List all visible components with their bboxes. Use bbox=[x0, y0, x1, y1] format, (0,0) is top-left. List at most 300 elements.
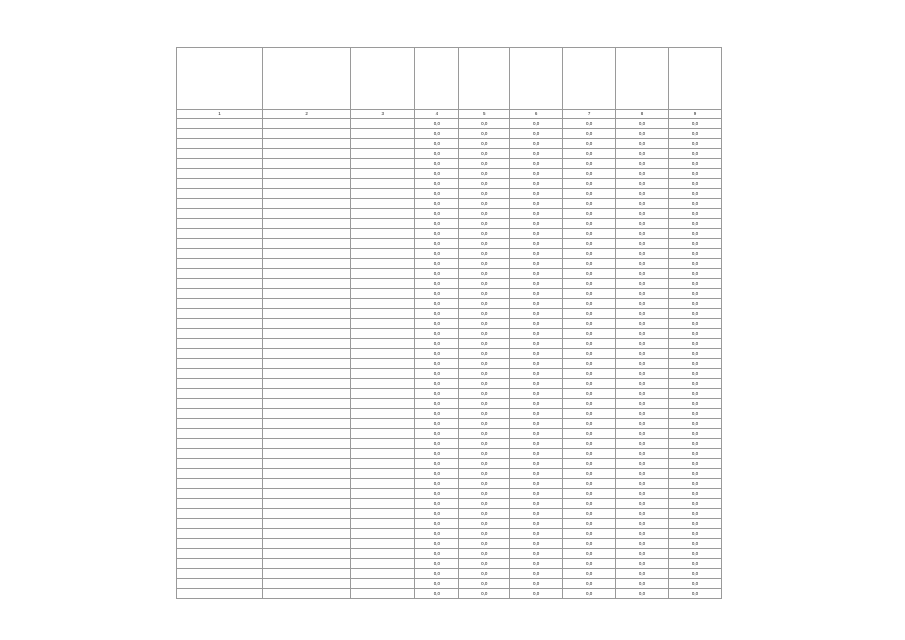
table-row bbox=[177, 519, 722, 529]
value-cell: 0,0 bbox=[510, 249, 563, 259]
program-cell bbox=[263, 569, 351, 579]
value-cell: 0,0 bbox=[415, 569, 459, 579]
table-row bbox=[177, 439, 722, 449]
status-cell bbox=[177, 319, 263, 329]
value-cell: 0,0 bbox=[669, 199, 722, 209]
expense-item-cell bbox=[351, 389, 415, 399]
value-cell: 0,0 bbox=[510, 569, 563, 579]
expense-item-cell bbox=[351, 149, 415, 159]
value-cell: 0,0 bbox=[459, 569, 510, 579]
value-cell: 0,0 bbox=[510, 469, 563, 479]
status-cell bbox=[177, 439, 263, 449]
program-cell bbox=[263, 159, 351, 169]
expense-item-cell bbox=[351, 569, 415, 579]
status-cell bbox=[177, 459, 263, 469]
value-cell: 0,0 bbox=[616, 419, 669, 429]
value-cell: 0,0 bbox=[510, 189, 563, 199]
value-cell: 0,0 bbox=[563, 539, 616, 549]
value-cell: 0,0 bbox=[669, 229, 722, 239]
value-cell: 0,0 bbox=[459, 529, 510, 539]
header-program-name bbox=[263, 48, 351, 110]
program-cell bbox=[263, 529, 351, 539]
value-cell: 0,0 bbox=[510, 429, 563, 439]
value-cell: 0,0 bbox=[616, 179, 669, 189]
value-cell: 0,0 bbox=[415, 159, 459, 169]
expense-item-cell bbox=[351, 329, 415, 339]
value-cell: 0,0 bbox=[616, 459, 669, 469]
value-cell: 0,0 bbox=[510, 379, 563, 389]
value-cell: 0,0 bbox=[415, 269, 459, 279]
value-cell: 0,0 bbox=[510, 389, 563, 399]
program-cell bbox=[263, 229, 351, 239]
value-cell: 0,0 bbox=[415, 519, 459, 529]
value-cell: 0,0 bbox=[563, 359, 616, 369]
status-cell bbox=[177, 479, 263, 489]
expense-item-cell bbox=[351, 199, 415, 209]
table-row bbox=[177, 299, 722, 309]
status-cell bbox=[177, 529, 263, 539]
value-cell: 0,0 bbox=[563, 169, 616, 179]
table-row bbox=[177, 249, 722, 259]
table-row bbox=[177, 199, 722, 209]
program-cell bbox=[263, 479, 351, 489]
value-cell: 0,0 bbox=[669, 469, 722, 479]
value-cell: 0,0 bbox=[459, 559, 510, 569]
value-cell: 0,0 bbox=[459, 379, 510, 389]
program-cell bbox=[263, 469, 351, 479]
program-cell bbox=[263, 359, 351, 369]
value-cell: 0,0 bbox=[616, 519, 669, 529]
value-cell: 0,0 bbox=[415, 539, 459, 549]
expense-item-cell bbox=[351, 299, 415, 309]
program-cell bbox=[263, 399, 351, 409]
value-cell: 0,0 bbox=[669, 209, 722, 219]
value-cell: 0,0 bbox=[415, 559, 459, 569]
expense-item-cell bbox=[351, 259, 415, 269]
value-cell: 0,0 bbox=[616, 429, 669, 439]
value-cell: 0,0 bbox=[510, 409, 563, 419]
value-cell: 0,0 bbox=[459, 219, 510, 229]
value-cell: 0,0 bbox=[459, 469, 510, 479]
status-cell bbox=[177, 499, 263, 509]
value-cell: 0,0 bbox=[616, 359, 669, 369]
value-cell: 0,0 bbox=[415, 369, 459, 379]
header-year bbox=[459, 48, 510, 110]
value-cell: 0,0 bbox=[563, 339, 616, 349]
value-cell: 0,0 bbox=[669, 389, 722, 399]
program-cell bbox=[263, 489, 351, 499]
expense-item-cell bbox=[351, 249, 415, 259]
value-cell: 0,0 bbox=[563, 309, 616, 319]
table-row bbox=[177, 479, 722, 489]
value-cell: 0,0 bbox=[415, 549, 459, 559]
program-cell bbox=[263, 449, 351, 459]
value-cell: 0,0 bbox=[415, 129, 459, 139]
value-cell: 0,0 bbox=[669, 129, 722, 139]
expense-item-cell bbox=[351, 549, 415, 559]
value-cell: 0,0 bbox=[510, 219, 563, 229]
value-cell: 0,0 bbox=[669, 339, 722, 349]
value-cell: 0,0 bbox=[415, 389, 459, 399]
status-cell bbox=[177, 329, 263, 339]
value-cell: 0,0 bbox=[616, 229, 669, 239]
value-cell: 0,0 bbox=[415, 329, 459, 339]
table-row bbox=[177, 339, 722, 349]
table-row bbox=[177, 369, 722, 379]
value-cell: 0,0 bbox=[563, 369, 616, 379]
value-cell: 0,0 bbox=[510, 359, 563, 369]
value-cell: 0,0 bbox=[616, 169, 669, 179]
program-cell bbox=[263, 579, 351, 589]
value-cell: 0,0 bbox=[669, 369, 722, 379]
status-cell bbox=[177, 399, 263, 409]
value-cell: 0,0 bbox=[459, 289, 510, 299]
value-cell: 0,0 bbox=[616, 379, 669, 389]
expense-item-cell bbox=[351, 519, 415, 529]
status-cell bbox=[177, 469, 263, 479]
expense-item-cell bbox=[351, 309, 415, 319]
value-cell: 0,0 bbox=[510, 289, 563, 299]
value-cell: 0,0 bbox=[415, 589, 459, 599]
value-cell: 0,0 bbox=[616, 149, 669, 159]
status-cell bbox=[177, 139, 263, 149]
expense-item-cell bbox=[351, 399, 415, 409]
value-cell: 0,0 bbox=[415, 199, 459, 209]
value-cell: 0,0 bbox=[669, 349, 722, 359]
column-number-row bbox=[177, 110, 722, 119]
value-cell: 0,0 bbox=[563, 459, 616, 469]
value-cell: 0,0 bbox=[415, 289, 459, 299]
status-cell bbox=[177, 149, 263, 159]
program-cell bbox=[263, 129, 351, 139]
value-cell: 0,0 bbox=[669, 459, 722, 469]
value-cell: 0,0 bbox=[459, 309, 510, 319]
table-row bbox=[177, 189, 722, 199]
value-cell: 0,0 bbox=[563, 269, 616, 279]
value-cell: 0,0 bbox=[459, 399, 510, 409]
value-cell: 0,0 bbox=[510, 279, 563, 289]
value-cell: 0,0 bbox=[459, 129, 510, 139]
value-cell: 0,0 bbox=[459, 479, 510, 489]
expense-item-cell bbox=[351, 119, 415, 129]
table-row bbox=[177, 389, 722, 399]
value-cell: 0,0 bbox=[563, 299, 616, 309]
expense-item-cell bbox=[351, 539, 415, 549]
expense-item-cell bbox=[351, 499, 415, 509]
value-cell: 0,0 bbox=[510, 179, 563, 189]
value-cell: 0,0 bbox=[415, 529, 459, 539]
value-cell: 0,0 bbox=[616, 319, 669, 329]
value-cell: 0,0 bbox=[415, 219, 459, 229]
status-cell bbox=[177, 299, 263, 309]
value-cell: 0,0 bbox=[616, 409, 669, 419]
value-cell: 0,0 bbox=[510, 119, 563, 129]
value-cell: 0,0 bbox=[563, 469, 616, 479]
program-cell bbox=[263, 299, 351, 309]
status-cell bbox=[177, 179, 263, 189]
value-cell: 0,0 bbox=[669, 549, 722, 559]
value-cell: 0,0 bbox=[563, 389, 616, 399]
value-cell: 0,0 bbox=[510, 349, 563, 359]
program-cell bbox=[263, 149, 351, 159]
expense-item-cell bbox=[351, 379, 415, 389]
header-total bbox=[415, 48, 459, 110]
value-cell: 0,0 bbox=[510, 579, 563, 589]
status-cell bbox=[177, 349, 263, 359]
value-cell: 0,0 bbox=[616, 139, 669, 149]
status-cell bbox=[177, 229, 263, 239]
table-row bbox=[177, 149, 722, 159]
value-cell: 0,0 bbox=[563, 149, 616, 159]
value-cell: 0,0 bbox=[563, 279, 616, 289]
status-cell bbox=[177, 549, 263, 559]
program-cell bbox=[263, 429, 351, 439]
value-cell: 0,0 bbox=[616, 349, 669, 359]
program-cell bbox=[263, 519, 351, 529]
value-cell: 0,0 bbox=[415, 259, 459, 269]
program-cell bbox=[263, 409, 351, 419]
value-cell: 0,0 bbox=[459, 339, 510, 349]
value-cell: 0,0 bbox=[459, 149, 510, 159]
value-cell: 0,0 bbox=[669, 429, 722, 439]
status-cell bbox=[177, 239, 263, 249]
table-row bbox=[177, 349, 722, 359]
value-cell: 0,0 bbox=[616, 589, 669, 599]
table-row bbox=[177, 359, 722, 369]
status-cell bbox=[177, 359, 263, 369]
table-row bbox=[177, 549, 722, 559]
expense-item-cell bbox=[351, 279, 415, 289]
table-row bbox=[177, 219, 722, 229]
value-cell: 0,0 bbox=[563, 499, 616, 509]
status-cell bbox=[177, 219, 263, 229]
value-cell: 0,0 bbox=[459, 319, 510, 329]
value-cell: 0,0 bbox=[459, 169, 510, 179]
table-row bbox=[177, 319, 722, 329]
value-cell: 0,0 bbox=[616, 579, 669, 589]
program-cell bbox=[263, 419, 351, 429]
value-cell: 0,0 bbox=[510, 559, 563, 569]
value-cell: 0,0 bbox=[669, 539, 722, 549]
expense-item-cell bbox=[351, 449, 415, 459]
status-cell bbox=[177, 249, 263, 259]
value-cell: 0,0 bbox=[459, 279, 510, 289]
value-cell: 0,0 bbox=[669, 529, 722, 539]
expense-item-cell bbox=[351, 589, 415, 599]
value-cell: 0,0 bbox=[510, 129, 563, 139]
program-cell bbox=[263, 389, 351, 399]
value-cell: 0,0 bbox=[669, 219, 722, 229]
column-number: 4 bbox=[415, 110, 459, 119]
value-cell: 0,0 bbox=[669, 519, 722, 529]
value-cell: 0,0 bbox=[616, 339, 669, 349]
value-cell: 0,0 bbox=[669, 419, 722, 429]
value-cell: 0,0 bbox=[616, 119, 669, 129]
expense-item-cell bbox=[351, 239, 415, 249]
value-cell: 0,0 bbox=[415, 349, 459, 359]
program-cell bbox=[263, 259, 351, 269]
value-cell: 0,0 bbox=[669, 449, 722, 459]
value-cell: 0,0 bbox=[510, 209, 563, 219]
value-cell: 0,0 bbox=[510, 489, 563, 499]
status-cell bbox=[177, 539, 263, 549]
header-year bbox=[510, 48, 563, 110]
expense-item-cell bbox=[351, 579, 415, 589]
value-cell: 0,0 bbox=[510, 159, 563, 169]
value-cell: 0,0 bbox=[510, 519, 563, 529]
value-cell: 0,0 bbox=[510, 169, 563, 179]
value-cell: 0,0 bbox=[459, 349, 510, 359]
value-cell: 0,0 bbox=[669, 149, 722, 159]
value-cell: 0,0 bbox=[669, 269, 722, 279]
table-row bbox=[177, 409, 722, 419]
value-cell: 0,0 bbox=[669, 499, 722, 509]
program-cell bbox=[263, 459, 351, 469]
value-cell: 0,0 bbox=[669, 189, 722, 199]
expense-item-cell bbox=[351, 489, 415, 499]
value-cell: 0,0 bbox=[415, 439, 459, 449]
column-number: 8 bbox=[616, 110, 669, 119]
table-row bbox=[177, 429, 722, 439]
value-cell: 0,0 bbox=[510, 589, 563, 599]
value-cell: 0,0 bbox=[669, 279, 722, 289]
expense-item-cell bbox=[351, 289, 415, 299]
value-cell: 0,0 bbox=[459, 449, 510, 459]
program-cell bbox=[263, 189, 351, 199]
value-cell: 0,0 bbox=[415, 419, 459, 429]
status-cell bbox=[177, 119, 263, 129]
value-cell: 0,0 bbox=[459, 139, 510, 149]
value-cell: 0,0 bbox=[616, 219, 669, 229]
value-cell: 0,0 bbox=[459, 519, 510, 529]
value-cell: 0,0 bbox=[510, 319, 563, 329]
value-cell: 0,0 bbox=[563, 419, 616, 429]
expense-item-cell bbox=[351, 409, 415, 419]
value-cell: 0,0 bbox=[563, 549, 616, 559]
value-cell: 0,0 bbox=[563, 589, 616, 599]
program-cell bbox=[263, 439, 351, 449]
value-cell: 0,0 bbox=[669, 309, 722, 319]
value-cell: 0,0 bbox=[616, 489, 669, 499]
value-cell: 0,0 bbox=[415, 499, 459, 509]
value-cell: 0,0 bbox=[563, 159, 616, 169]
value-cell: 0,0 bbox=[616, 539, 669, 549]
value-cell: 0,0 bbox=[459, 409, 510, 419]
program-cell bbox=[263, 349, 351, 359]
value-cell: 0,0 bbox=[459, 489, 510, 499]
value-cell: 0,0 bbox=[669, 579, 722, 589]
value-cell: 0,0 bbox=[616, 559, 669, 569]
value-cell: 0,0 bbox=[510, 419, 563, 429]
status-cell bbox=[177, 589, 263, 599]
expense-item-cell bbox=[351, 429, 415, 439]
program-cell bbox=[263, 139, 351, 149]
value-cell: 0,0 bbox=[669, 569, 722, 579]
value-cell: 0,0 bbox=[415, 229, 459, 239]
status-cell bbox=[177, 389, 263, 399]
value-cell: 0,0 bbox=[669, 509, 722, 519]
table-row bbox=[177, 449, 722, 459]
status-cell bbox=[177, 309, 263, 319]
table-row bbox=[177, 469, 722, 479]
header-year bbox=[563, 48, 616, 110]
expense-item-cell bbox=[351, 439, 415, 449]
program-cell bbox=[263, 239, 351, 249]
value-cell: 0,0 bbox=[669, 589, 722, 599]
value-cell: 0,0 bbox=[459, 229, 510, 239]
value-cell: 0,0 bbox=[616, 479, 669, 489]
expense-item-cell bbox=[351, 459, 415, 469]
column-number: 6 bbox=[510, 110, 563, 119]
expense-item-cell bbox=[351, 359, 415, 369]
table-row bbox=[177, 309, 722, 319]
value-cell: 0,0 bbox=[669, 409, 722, 419]
value-cell: 0,0 bbox=[510, 459, 563, 469]
value-cell: 0,0 bbox=[415, 479, 459, 489]
value-cell: 0,0 bbox=[669, 299, 722, 309]
value-cell: 0,0 bbox=[415, 179, 459, 189]
value-cell: 0,0 bbox=[563, 259, 616, 269]
table-row bbox=[177, 329, 722, 339]
value-cell: 0,0 bbox=[616, 569, 669, 579]
column-number: 3 bbox=[351, 110, 415, 119]
value-cell: 0,0 bbox=[669, 289, 722, 299]
value-cell: 0,0 bbox=[510, 269, 563, 279]
value-cell: 0,0 bbox=[669, 439, 722, 449]
value-cell: 0,0 bbox=[616, 209, 669, 219]
value-cell: 0,0 bbox=[459, 419, 510, 429]
value-cell: 0,0 bbox=[563, 439, 616, 449]
value-cell: 0,0 bbox=[415, 279, 459, 289]
value-cell: 0,0 bbox=[415, 399, 459, 409]
table-row bbox=[177, 289, 722, 299]
value-cell: 0,0 bbox=[669, 379, 722, 389]
value-cell: 0,0 bbox=[669, 489, 722, 499]
expense-item-cell bbox=[351, 229, 415, 239]
expense-item-cell bbox=[351, 529, 415, 539]
value-cell: 0,0 bbox=[459, 539, 510, 549]
expense-item-cell bbox=[351, 509, 415, 519]
value-cell: 0,0 bbox=[563, 119, 616, 129]
value-cell: 0,0 bbox=[415, 579, 459, 589]
value-cell: 0,0 bbox=[669, 479, 722, 489]
value-cell: 0,0 bbox=[563, 319, 616, 329]
expense-item-cell bbox=[351, 319, 415, 329]
value-cell: 0,0 bbox=[616, 199, 669, 209]
value-cell: 0,0 bbox=[563, 189, 616, 199]
table-row bbox=[177, 169, 722, 179]
value-cell: 0,0 bbox=[563, 409, 616, 419]
value-cell: 0,0 bbox=[510, 509, 563, 519]
value-cell: 0,0 bbox=[510, 399, 563, 409]
expense-item-cell bbox=[351, 349, 415, 359]
table-row bbox=[177, 239, 722, 249]
expense-item-cell bbox=[351, 169, 415, 179]
value-cell: 0,0 bbox=[669, 169, 722, 179]
value-cell: 0,0 bbox=[669, 359, 722, 369]
status-cell bbox=[177, 289, 263, 299]
table-row bbox=[177, 509, 722, 519]
status-cell bbox=[177, 559, 263, 569]
value-cell: 0,0 bbox=[459, 299, 510, 309]
program-cell bbox=[263, 499, 351, 509]
value-cell: 0,0 bbox=[616, 309, 669, 319]
value-cell: 0,0 bbox=[415, 249, 459, 259]
expense-item-cell bbox=[351, 219, 415, 229]
value-cell: 0,0 bbox=[459, 429, 510, 439]
value-cell: 0,0 bbox=[459, 269, 510, 279]
column-number: 9 bbox=[669, 110, 722, 119]
